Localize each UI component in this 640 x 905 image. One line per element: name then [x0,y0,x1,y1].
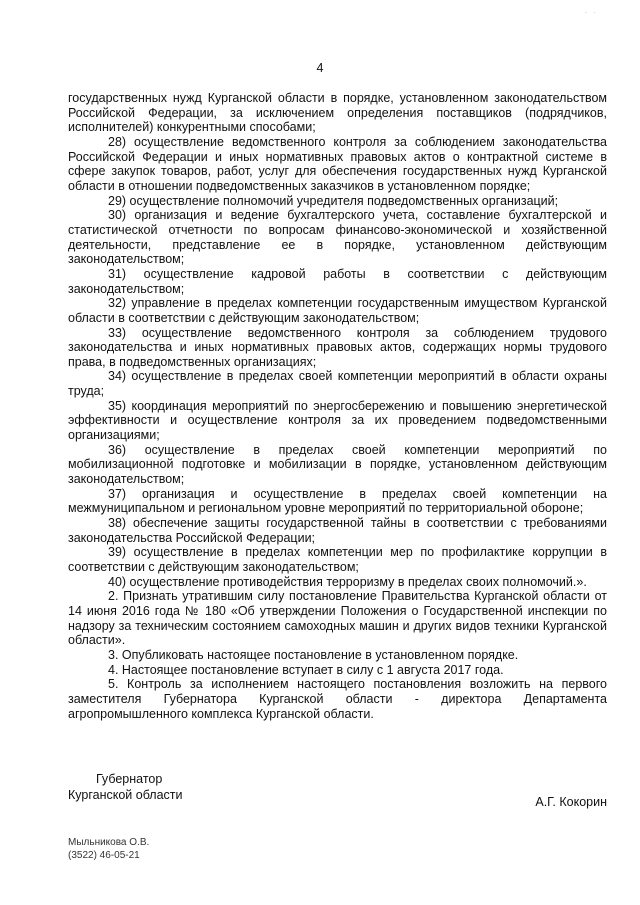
paragraph-item-32: 32) управление в пределах компетенции государственным имуществом Курганской области в соответствии с действующим законодательством; [68,296,607,325]
paragraph-item-35: 35) координация мероприятий по энергосбережению и повышению энергетической эффективности и осуществление контроля за их проведением подведомственными организациями; [68,398,607,443]
executor-info [68,836,149,862]
signatory-title-line1: Губернатор [96,772,163,786]
paragraph-item-28: 28) осуществление ведомственного контроля за соблюдением законодательства Российской Федерации и иных нормативных правовых актов о контрактной системе в сфере закупок товаров, работ, услуг для обеспечения государственных нужд Курганской области в отношении подведомственных заказчиков в установленном порядке; [68,134,607,193]
executor-name: Мыльникова О.В. [68,837,150,848]
corner-mark: · · [584,8,598,17]
paragraph-item-38: 38) обеспечение защиты государственной тайны в соответствии с требованиями законодательства Российской Федерации; [68,516,607,545]
paragraph-item-30: 30) организация и ведение бухгалтерского учета, составление бухгалтерской и статистической отчетности по вопросам финансово-экономической и хозяйственной деятельности, представление ее в порядке, установленном действующим законодательством; [68,208,607,267]
executor-phone: (3522) 46-05-21 [68,850,140,861]
page-number: 4 [316,61,324,75]
signatory-name: А.Г. Кокорин [535,795,607,809]
paragraph-item-29: 29) осуществление полномочий учредителя подведомственных организаций; [108,193,559,208]
paragraph-item-34: 34) осуществление в пределах своей компетенции мероприятий в области охраны труда; [68,369,607,399]
document-body [68,91,607,721]
signatory-title-line2: Курганской области [68,788,183,802]
paragraph-clause-5: 5. Контроль за исполнением настоящего постановления возложить на первого заместителя Губернатора Курганской области - директора Департамента агропромышленного комплекса Курганской области. [68,677,607,721]
signature-block [68,771,607,809]
paragraph-clause-4: 4. Настоящее постановление вступает в силу с 1 августа 2017 года. [108,662,504,677]
paragraph-item-33: 33) осуществление ведомственного контроля за соблюдением трудового законодательства и иных нормативных правовых актов, содержащих нормы трудового права, в подведомственных организациях; [68,325,607,369]
paragraph-item-31: 31) осуществление кадровой работы в соответствии с действующим законодательством; [68,266,607,296]
paragraph-continuation: государственных нужд Курганской области в порядке, установленном законодательством Российской Федерации, за исключением определения поставщиков (подрядчиков, исполнителей) конкурентными способами; [68,91,607,135]
paragraph-item-36: 36) осуществление в пределах своей компетенции мероприятий по мобилизационной подготовке и мобилизации в порядке, установленном действующим законодательством; [68,442,607,487]
paragraph-clause-3: 3. Опубликовать настоящее постановление в установленном порядке. [108,647,519,662]
paragraph-item-39: 39) осуществление в пределах компетенции мер по профилактике коррупции в соответствии с действующим законодательством; [68,545,607,574]
paragraph-item-40: 40) осуществление противодействия терроризму в пределах своих полномочий.». [108,574,587,589]
paragraph-clause-2: 2. Признать утратившим силу постановление Правительства Курганской области от 14 июня 2016 года № 180 «Об утверждении Положения о Государственной инспекции по надзору за техническим состоянием самоходных машин и других видов техники Курганской области». [68,589,607,648]
paragraph-item-37: 37) организация и осуществление в пределах своей компетенции на межмуниципальном и региональном уровне мероприятий по территориальной обороне; [68,486,607,516]
